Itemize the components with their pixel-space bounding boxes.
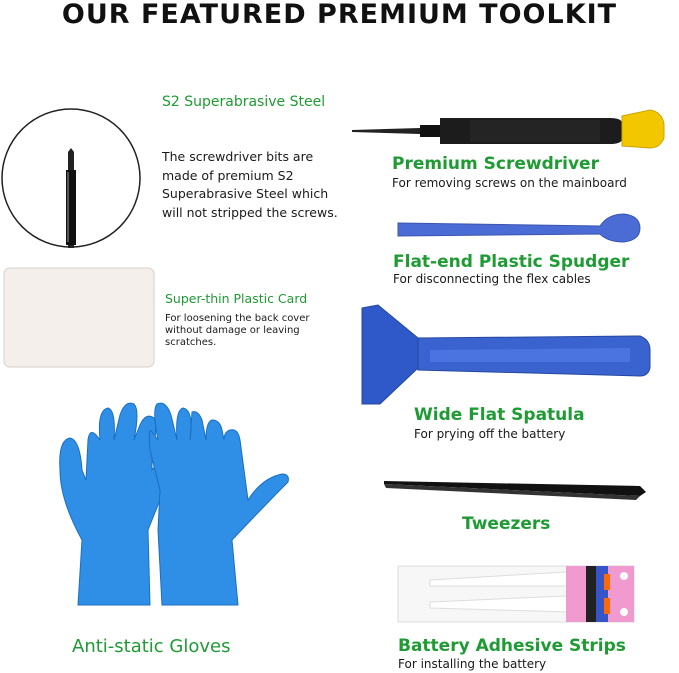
screwdriver-tip-closeup-icon	[2, 109, 140, 248]
tool-desc-screwdriver: For removing screws on the mainboard	[392, 176, 627, 190]
screwdriver-icon	[352, 110, 664, 148]
card-description: For loosening the back cover without damage or leaving scratches.	[165, 313, 310, 348]
tweezers-icon	[384, 481, 646, 500]
adhesive-strips-icon	[398, 566, 634, 622]
steel-description: The screwdriver bits are made of premium S2 Superabrasive Steel which will not stripped the screws.	[162, 149, 338, 220]
card-title: Super-thin Plastic Card	[165, 291, 308, 306]
tool-title-adhesive: Battery Adhesive Strips	[398, 636, 626, 656]
spudger-icon	[398, 214, 640, 242]
gloves-icon	[60, 403, 289, 605]
steel-title: S2 Superabrasive Steel	[162, 94, 326, 110]
page-title: OUR FEATURED PREMIUM TOOLKIT	[61, 0, 618, 30]
gloves-title: Anti-static Gloves	[72, 636, 231, 657]
tool-desc-spatula: For prying off the battery	[414, 427, 566, 441]
tool-desc-adhesive: For installing the battery	[398, 657, 547, 671]
tool-title-screwdriver: Premium Screwdriver	[392, 154, 599, 174]
tool-title-tweezers: Tweezers	[462, 514, 551, 534]
tool-title-spudger: Flat-end Plastic Spudger	[393, 252, 630, 272]
tool-title-spatula: Wide Flat Spatula	[414, 405, 585, 425]
spatula-icon	[362, 305, 650, 404]
tool-desc-spudger: For disconnecting the flex cables	[393, 272, 591, 286]
plastic-card-icon	[4, 268, 154, 367]
